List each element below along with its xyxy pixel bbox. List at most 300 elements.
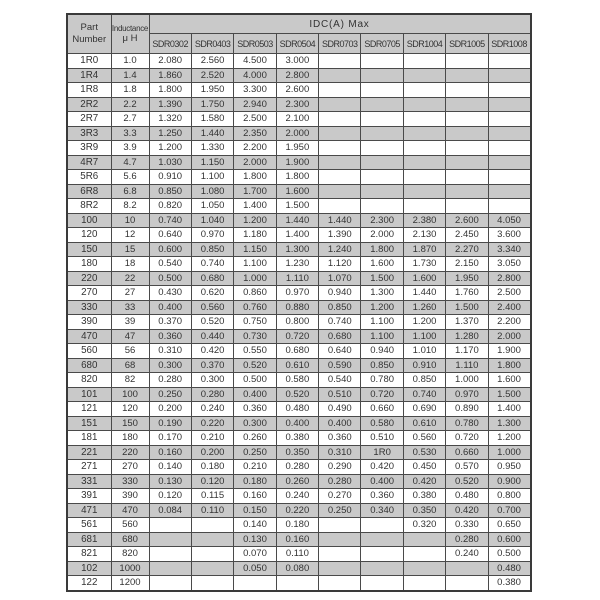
idc-value-cell — [446, 141, 488, 156]
inductance-cell: 12 — [111, 228, 149, 243]
idc-value-cell: 0.210 — [191, 431, 233, 446]
idc-value-cell: 0.360 — [149, 329, 191, 344]
idc-value-cell: 1.370 — [446, 315, 488, 330]
idc-value-cell: 4.500 — [234, 54, 276, 69]
idc-value-cell — [403, 126, 445, 141]
idc-value-cell — [488, 112, 530, 127]
idc-value-cell: 0.350 — [276, 445, 318, 460]
idc-value-cell: 1.280 — [446, 329, 488, 344]
table-row — [67, 474, 531, 489]
idc-value-cell: 0.520 — [276, 387, 318, 402]
idc-value-cell: 0.280 — [276, 460, 318, 475]
idc-value-cell: 2.600 — [276, 83, 318, 98]
idc-value-cell: 2.560 — [191, 54, 233, 69]
idc-value-cell — [446, 54, 488, 69]
idc-value-cell: 2.520 — [191, 68, 233, 83]
column-header-sdr0403: SDR0403 — [191, 34, 233, 54]
idc-value-cell — [361, 184, 403, 199]
idc-value-cell: 0.150 — [234, 503, 276, 518]
idc-value-cell: 0.800 — [276, 315, 318, 330]
part-number-cell: 330 — [67, 300, 111, 315]
idc-value-cell: 0.300 — [234, 416, 276, 431]
idc-value-cell: 0.280 — [191, 387, 233, 402]
idc-value-cell: 0.500 — [234, 373, 276, 388]
idc-value-cell: 0.750 — [234, 315, 276, 330]
inductance-cell: 2.2 — [111, 97, 149, 112]
idc-value-cell — [149, 576, 191, 591]
idc-value-cell — [361, 54, 403, 69]
idc-value-cell: 0.740 — [319, 315, 361, 330]
idc-value-cell: 2.300 — [361, 213, 403, 228]
idc-value-cell: 0.690 — [403, 402, 445, 417]
inductance-cell: 1200 — [111, 576, 149, 591]
idc-value-cell — [361, 576, 403, 591]
idc-value-cell — [403, 532, 445, 547]
idc-value-cell: 0.800 — [488, 489, 530, 504]
idc-value-cell: 1.390 — [149, 97, 191, 112]
table-row — [67, 126, 531, 141]
idc-value-cell: 0.180 — [276, 518, 318, 533]
table-row — [67, 155, 531, 170]
idc-value-cell: 1.000 — [234, 271, 276, 286]
idc-value-cell — [149, 547, 191, 562]
idc-value-cell: 1.300 — [361, 286, 403, 301]
idc-value-cell: 0.850 — [191, 242, 233, 257]
idc-value-cell: 2.500 — [234, 112, 276, 127]
idc-value-cell — [403, 54, 445, 69]
idc-value-cell: 0.780 — [361, 373, 403, 388]
idc-value-cell: 1.150 — [191, 155, 233, 170]
table-row — [67, 97, 531, 112]
part-number-cell: 4R7 — [67, 155, 111, 170]
idc-value-cell — [149, 561, 191, 576]
idc-value-cell: 1.030 — [149, 155, 191, 170]
idc-value-cell — [446, 126, 488, 141]
idc-value-cell — [361, 518, 403, 533]
table-row — [67, 257, 531, 272]
part-number-cell: 6R8 — [67, 184, 111, 199]
part-number-cell: 101 — [67, 387, 111, 402]
inductance-cell: 68 — [111, 358, 149, 373]
idc-value-cell — [488, 126, 530, 141]
idc-value-cell — [361, 112, 403, 127]
idc-value-cell — [191, 518, 233, 533]
idc-value-cell — [488, 141, 530, 156]
inductance-cell: 180 — [111, 431, 149, 446]
idc-value-cell: 0.720 — [276, 329, 318, 344]
inductance-cell: 18 — [111, 257, 149, 272]
idc-value-cell: 2.000 — [488, 329, 530, 344]
inductance-cell: 820 — [111, 547, 149, 562]
idc-value-cell: 2.080 — [149, 54, 191, 69]
idc-value-cell: 0.350 — [403, 503, 445, 518]
idc-value-cell: 0.640 — [149, 228, 191, 243]
idc-value-cell — [446, 184, 488, 199]
idc-value-cell: 1.900 — [276, 155, 318, 170]
idc-value-cell: 0.530 — [403, 445, 445, 460]
inductance-cell: 15 — [111, 242, 149, 257]
idc-value-cell: 0.590 — [319, 358, 361, 373]
idc-value-cell: 3.340 — [488, 242, 530, 257]
idc-value-cell: 0.420 — [361, 460, 403, 475]
idc-value-cell: 1.320 — [149, 112, 191, 127]
idc-value-cell: 0.300 — [149, 358, 191, 373]
idc-value-cell: 0.130 — [149, 474, 191, 489]
idc-value-cell: 0.330 — [446, 518, 488, 533]
part-number-cell: 180 — [67, 257, 111, 272]
part-number-cell: 271 — [67, 460, 111, 475]
idc-value-cell: 0.160 — [276, 532, 318, 547]
idc-value-cell: 1.900 — [488, 344, 530, 359]
inductance-cell: 2.7 — [111, 112, 149, 127]
idc-value-cell — [403, 97, 445, 112]
inductance-cell: 1000 — [111, 561, 149, 576]
idc-value-cell: 1.330 — [191, 141, 233, 156]
idc-value-cell: 0.640 — [319, 344, 361, 359]
idc-value-cell — [191, 532, 233, 547]
idc-value-cell: 0.430 — [149, 286, 191, 301]
part-number-cell: 561 — [67, 518, 111, 533]
idc-value-cell: 0.610 — [276, 358, 318, 373]
idc-value-cell: 0.220 — [276, 503, 318, 518]
idc-value-cell: 0.550 — [234, 344, 276, 359]
inductance-cell: 33 — [111, 300, 149, 315]
inductance-cell: 1.0 — [111, 54, 149, 69]
idc-value-cell: 0.160 — [149, 445, 191, 460]
idc-value-cell: 1.070 — [319, 271, 361, 286]
idc-value-cell: 0.480 — [488, 561, 530, 576]
idc-value-cell: 0.890 — [446, 402, 488, 417]
column-header-sdr1005: SDR1005 — [446, 34, 488, 54]
table-row — [67, 315, 531, 330]
idc-value-cell: 0.340 — [361, 503, 403, 518]
idc-value-cell: 1.260 — [403, 300, 445, 315]
idc-value-cell: 0.680 — [276, 344, 318, 359]
idc-value-cell — [403, 68, 445, 83]
table-row — [67, 68, 531, 83]
inductance-cell: 3.3 — [111, 126, 149, 141]
idc-value-cell — [319, 576, 361, 591]
inductance-cell: 1.8 — [111, 83, 149, 98]
idc-value-cell: 0.130 — [234, 532, 276, 547]
idc-value-cell — [403, 576, 445, 591]
column-header-sdr1008: SDR1008 — [488, 34, 530, 54]
idc-value-cell — [446, 155, 488, 170]
idc-value-cell: 1.390 — [319, 228, 361, 243]
idc-value-cell: 1.200 — [488, 431, 530, 446]
idc-value-cell: 1.440 — [319, 213, 361, 228]
idc-value-cell: 1.700 — [234, 184, 276, 199]
inductance-cell: 220 — [111, 445, 149, 460]
idc-value-cell — [446, 576, 488, 591]
part-number-cell: 1R8 — [67, 83, 111, 98]
idc-value-cell: 0.940 — [361, 344, 403, 359]
idc-value-cell — [361, 199, 403, 214]
idc-value-cell: 0.580 — [361, 416, 403, 431]
part-number-cell: 2R2 — [67, 97, 111, 112]
idc-value-cell — [149, 532, 191, 547]
column-header-sdr0503: SDR0503 — [234, 34, 276, 54]
table-row — [67, 503, 531, 518]
idc-value-cell — [403, 561, 445, 576]
idc-value-cell: 1.500 — [276, 199, 318, 214]
idc-value-cell: 0.950 — [488, 460, 530, 475]
idc-value-cell — [403, 141, 445, 156]
idc-value-cell: 1.800 — [149, 83, 191, 98]
inductance-cell: 4.7 — [111, 155, 149, 170]
idc-value-cell: 1.010 — [403, 344, 445, 359]
idc-value-cell — [319, 112, 361, 127]
inductance-cell: 27 — [111, 286, 149, 301]
idc-value-cell: 0.780 — [446, 416, 488, 431]
part-number-cell: 220 — [67, 271, 111, 286]
idc-value-cell — [488, 199, 530, 214]
idc-value-cell: 1.440 — [403, 286, 445, 301]
idc-value-cell: 2.450 — [446, 228, 488, 243]
idc-value-cell: 1.230 — [276, 257, 318, 272]
idc-value-cell: 0.680 — [319, 329, 361, 344]
idc-value-cell: 1.100 — [191, 170, 233, 185]
idc-value-cell: 4.000 — [234, 68, 276, 83]
idc-value-cell — [488, 184, 530, 199]
idc-value-cell — [319, 170, 361, 185]
idc-value-cell: 0.380 — [276, 431, 318, 446]
table-row — [67, 300, 531, 315]
idc-value-cell: 1.000 — [488, 445, 530, 460]
idc-value-cell: 0.450 — [403, 460, 445, 475]
idc-value-cell: 0.240 — [446, 547, 488, 562]
idc-value-cell: 1.600 — [488, 373, 530, 388]
idc-value-cell: 1.600 — [361, 257, 403, 272]
idc-value-cell: 2.270 — [446, 242, 488, 257]
idc-value-cell — [319, 532, 361, 547]
idc-value-cell: 1.600 — [276, 184, 318, 199]
idc-value-cell: 1.950 — [276, 141, 318, 156]
inductance-cell: 330 — [111, 474, 149, 489]
idc-value-cell: 1.180 — [234, 228, 276, 243]
idc-value-cell: 0.140 — [234, 518, 276, 533]
idc-value-cell: 1.100 — [403, 329, 445, 344]
idc-value-cell: 2.200 — [234, 141, 276, 156]
idc-value-cell: 0.510 — [319, 387, 361, 402]
table-row — [67, 199, 531, 214]
idc-value-cell: 0.360 — [361, 489, 403, 504]
idc-value-cell: 0.240 — [191, 402, 233, 417]
idc-value-cell: 1.120 — [319, 257, 361, 272]
idc-value-cell: 0.300 — [191, 373, 233, 388]
idc-value-cell — [361, 141, 403, 156]
idc-value-cell: 0.480 — [446, 489, 488, 504]
idc-value-cell — [488, 54, 530, 69]
table-row — [67, 213, 531, 228]
table-row — [67, 286, 531, 301]
idc-value-cell: 0.110 — [191, 503, 233, 518]
idc-value-cell: 1.800 — [361, 242, 403, 257]
idc-value-cell: 0.740 — [191, 257, 233, 272]
idc-value-cell: 1.400 — [276, 228, 318, 243]
inductance-cell: 3.9 — [111, 141, 149, 156]
idc-value-cell: 0.440 — [191, 329, 233, 344]
idc-value-cell: 1.050 — [191, 199, 233, 214]
idc-value-cell — [319, 68, 361, 83]
idc-value-cell: 0.260 — [234, 431, 276, 446]
idc-max-header: IDC(A) Max — [149, 14, 531, 34]
table-row — [67, 518, 531, 533]
idc-value-cell: 0.400 — [276, 416, 318, 431]
idc-value-cell: 0.210 — [234, 460, 276, 475]
table-row — [67, 271, 531, 286]
inductance-cell: 6.8 — [111, 184, 149, 199]
table-row — [67, 431, 531, 446]
table-row — [67, 489, 531, 504]
idc-value-cell: 0.650 — [488, 518, 530, 533]
idc-value-cell: 0.660 — [361, 402, 403, 417]
table-row — [67, 228, 531, 243]
idc-value-cell — [403, 155, 445, 170]
idc-value-cell: 0.500 — [149, 271, 191, 286]
idc-value-cell: 2.380 — [403, 213, 445, 228]
idc-value-cell: 0.760 — [234, 300, 276, 315]
idc-value-cell — [319, 54, 361, 69]
table-row — [67, 532, 531, 547]
table-row — [67, 402, 531, 417]
idc-value-cell: 0.680 — [191, 271, 233, 286]
idc-value-cell: 1.800 — [276, 170, 318, 185]
idc-value-cell — [446, 199, 488, 214]
idc-value-cell — [234, 576, 276, 591]
table-row — [67, 416, 531, 431]
part-number-cell: 470 — [67, 329, 111, 344]
idc-value-cell — [488, 170, 530, 185]
idc-value-cell: 2.600 — [446, 213, 488, 228]
table-row — [67, 445, 531, 460]
idc-value-cell: 0.190 — [149, 416, 191, 431]
idc-value-cell — [361, 68, 403, 83]
part-number-cell: 331 — [67, 474, 111, 489]
idc-value-cell: 1.950 — [191, 83, 233, 98]
idc-value-cell: 1.200 — [361, 300, 403, 315]
idc-value-cell: 0.180 — [191, 460, 233, 475]
idc-value-cell: 1.440 — [276, 213, 318, 228]
idc-value-cell: 0.400 — [149, 300, 191, 315]
part-number-cell: 681 — [67, 532, 111, 547]
inductance-cell: 390 — [111, 489, 149, 504]
idc-value-cell: 2.200 — [488, 315, 530, 330]
idc-value-cell: 0.860 — [234, 286, 276, 301]
idc-value-cell: 0.730 — [234, 329, 276, 344]
part-number-cell: 8R2 — [67, 199, 111, 214]
table-row — [67, 387, 531, 402]
idc-value-cell: 1.400 — [488, 402, 530, 417]
column-header-sdr0703: SDR0703 — [319, 34, 361, 54]
idc-value-cell — [403, 170, 445, 185]
idc-value-cell: 0.540 — [149, 257, 191, 272]
inductance-cell: 560 — [111, 518, 149, 533]
table-row — [67, 184, 531, 199]
idc-value-cell: 0.160 — [234, 489, 276, 504]
part-number-cell: 150 — [67, 242, 111, 257]
idc-value-cell: 0.320 — [403, 518, 445, 533]
part-number-cell: 221 — [67, 445, 111, 460]
inductance-cell: 82 — [111, 373, 149, 388]
idc-value-cell: 1.100 — [361, 315, 403, 330]
column-header-sdr1004: SDR1004 — [403, 34, 445, 54]
table-row — [67, 242, 531, 257]
idc-value-cell: 0.560 — [191, 300, 233, 315]
idc-value-cell: 0.520 — [446, 474, 488, 489]
table-row — [67, 460, 531, 475]
idc-value-cell — [488, 97, 530, 112]
idc-value-cell — [191, 561, 233, 576]
idc-value-cell: 0.180 — [234, 474, 276, 489]
idc-value-cell: 0.580 — [276, 373, 318, 388]
idc-value-cell: 0.310 — [319, 445, 361, 460]
part-number-cell: 391 — [67, 489, 111, 504]
idc-value-cell — [488, 68, 530, 83]
idc-value-cell: 2.500 — [488, 286, 530, 301]
idc-value-cell: 1.860 — [149, 68, 191, 83]
idc-value-cell: 0.250 — [234, 445, 276, 460]
part-number-cell: 1R0 — [67, 54, 111, 69]
idc-value-cell: 1.750 — [191, 97, 233, 112]
idc-value-cell: 0.540 — [319, 373, 361, 388]
idc-value-cell — [319, 97, 361, 112]
idc-value-cell: 0.420 — [446, 503, 488, 518]
idc-value-cell: 0.970 — [446, 387, 488, 402]
idc-value-cell — [403, 199, 445, 214]
idc-value-cell: 1.110 — [276, 271, 318, 286]
idc-value-cell: 2.130 — [403, 228, 445, 243]
table-row — [67, 83, 531, 98]
idc-value-cell: 0.520 — [191, 315, 233, 330]
part-number-cell: 820 — [67, 373, 111, 388]
inductance-cell: 56 — [111, 344, 149, 359]
idc-value-cell: 0.380 — [488, 576, 530, 591]
idc-value-cell — [319, 126, 361, 141]
idc-value-cell: 2.940 — [234, 97, 276, 112]
idc-value-cell: 0.720 — [361, 387, 403, 402]
idc-value-cell: 0.280 — [149, 373, 191, 388]
idc-value-cell: 0.940 — [319, 286, 361, 301]
idc-value-cell: 0.120 — [149, 489, 191, 504]
idc-value-cell: 0.850 — [403, 373, 445, 388]
idc-value-cell — [446, 561, 488, 576]
idc-value-cell: 0.420 — [191, 344, 233, 359]
inductance-cell: 39 — [111, 315, 149, 330]
idc-value-cell — [319, 83, 361, 98]
part-number-cell: 471 — [67, 503, 111, 518]
idc-value-cell: 1.250 — [149, 126, 191, 141]
idc-value-cell — [446, 68, 488, 83]
idc-value-cell: 1.870 — [403, 242, 445, 257]
idc-value-cell — [446, 170, 488, 185]
idc-value-cell — [361, 561, 403, 576]
idc-value-cell: 0.600 — [488, 532, 530, 547]
idc-value-cell — [446, 97, 488, 112]
idc-value-cell: 0.360 — [319, 431, 361, 446]
idc-value-cell: 2.000 — [361, 228, 403, 243]
idc-value-cell: 0.740 — [149, 213, 191, 228]
inductance-cell: 270 — [111, 460, 149, 475]
column-header-sdr0302: SDR0302 — [149, 34, 191, 54]
part-number-cell: 3R9 — [67, 141, 111, 156]
idc-value-cell — [361, 126, 403, 141]
idc-value-cell: 0.240 — [276, 489, 318, 504]
idc-value-cell: 2.400 — [488, 300, 530, 315]
part-number-cell: 2R7 — [67, 112, 111, 127]
idc-value-cell: 1R0 — [361, 445, 403, 460]
idc-value-cell: 0.070 — [234, 547, 276, 562]
